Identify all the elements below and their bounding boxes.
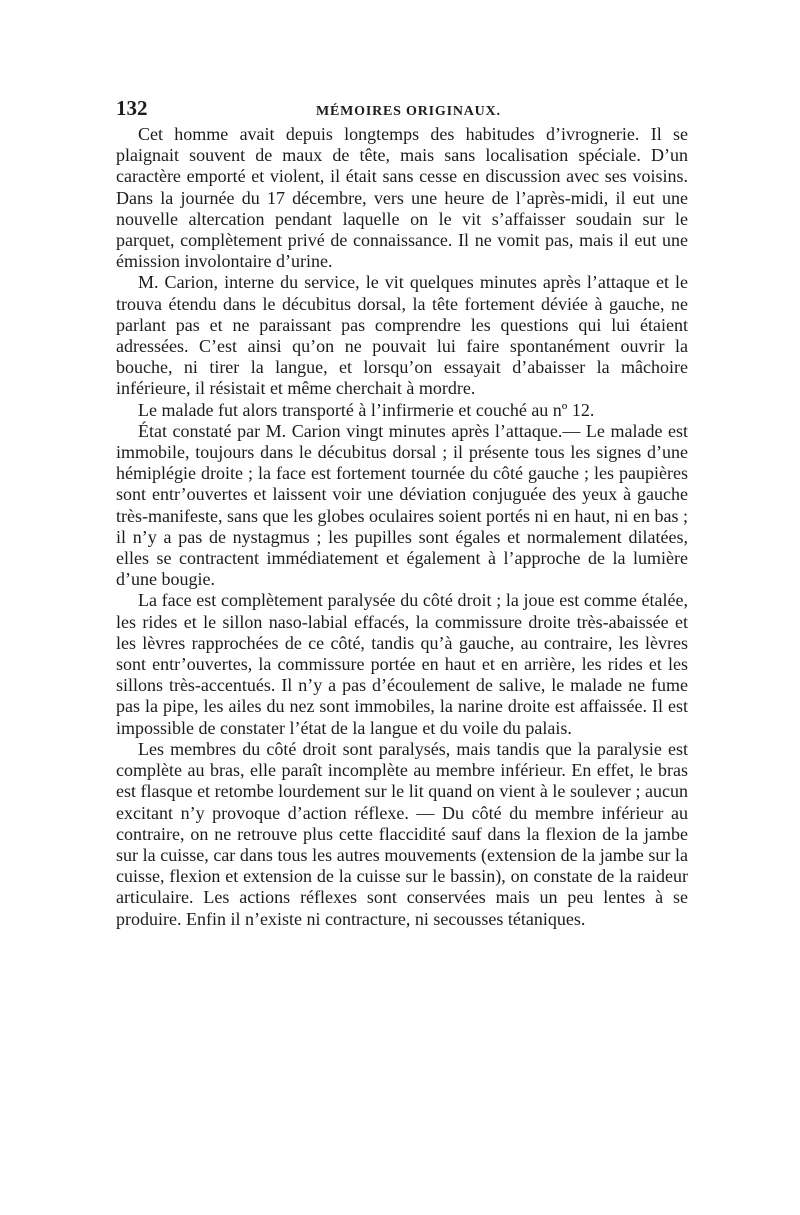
body-text: [116, 124, 688, 930]
paragraph: Le malade fut alors transporté à l’infirmerie et couché au nº 12.: [138, 399, 595, 420]
paragraph: État constaté par M. Carion vingt minutes après l’attaque.— Le malade est immobile, toujours dans le décubitus dorsal ; il présente tous les signes d’une hémiplégie droite ; la face est fortement tournée du côté gauche ; les paupières sont entr’ouvertes et laissent voir une déviation conjuguée des yeux à gauche très-manifeste, sans que les globes oculaires soient portés ni en haut, ni en bas ; il n’y a pas de nystagmus ; les pupilles sont égales et normalement dilatées, elles se contractent immédiatement et également à l’approche de la lumière d’une bougie.: [116, 420, 688, 590]
running-head: MÉMOIRES ORIGINAUX.: [316, 104, 501, 119]
paragraph: Les membres du côté droit sont paralysés, mais tandis que la paralysie est complète au bras, elle paraît incomplète au membre inférieur. En effet, le bras est flasque et retombe lourdement sur le lit quand on vient à le soulever ; aucun excitant n’y provoque d’action réflexe. — Du côté du membre inférieur au contraire, on ne retrouve plus cette flaccidité sauf dans la flexion de la jambe sur la cuisse, car dans tous les autres mouvements (extension de la jambe sur la cuisse, flexion et extension de la cuisse sur le bassin), on constate de la raideur articulaire. Les actions réflexes sont conservées mais un peu lentes à se produire. Enfin il n’existe ni contracture, ni secousses tétaniques.: [116, 738, 688, 929]
page-number: 132: [116, 96, 148, 120]
paragraph: La face est complètement paralysée du côté droit ; la joue est comme étalée, les rides et le sillon naso-labial effacés, la commissure droite très-abaissée et les lèvres rapprochées de ce côté, tandis qu’à gauche, au contraire, les lèvres sont entr’ouvertes, la commissure portée en haut et en arrière, les rides et les sillons très-accentués. Il n’y a pas d’écoulement de salive, le malade ne fume pas la pipe, les ailes du nez sont immobiles, la narine droite est affaissée. Il est impossible de constater l’état de la langue et du voile du palais.: [116, 590, 688, 738]
paragraph: Cet homme avait depuis longtemps des habitudes d’ivrognerie. Il se plaignait souvent de maux de tête, mais sans localisation spéciale. D’un caractère emporté et violent, il était sans cesse en discussion avec ses voisins. Dans la journée du 17 décembre, vers une heure de l’après-midi, il eut une nouvelle altercation pendant laquelle on le vit s’affaisser soudain sur le parquet, complètement privé de connaissance. Il ne vomit pas, mais il eut une émission involontaire d’urine.: [116, 124, 688, 272]
paragraph: M. Carion, interne du service, le vit quelques minutes après l’attaque et le trouva étendu dans le décubitus dorsal, la tête fortement déviée à gauche, ne parlant pas et ne paraissant pas comprendre les questions qui lui étaient adressées. C’est ainsi qu’on ne pouvait lui faire spontanément ouvrir la bouche, ni tirer la langue, et lorsqu’on essayait d’abaisser la mâchoire inférieure, il résistait et même cherchait à mordre.: [116, 272, 688, 399]
page-header: [116, 96, 688, 120]
